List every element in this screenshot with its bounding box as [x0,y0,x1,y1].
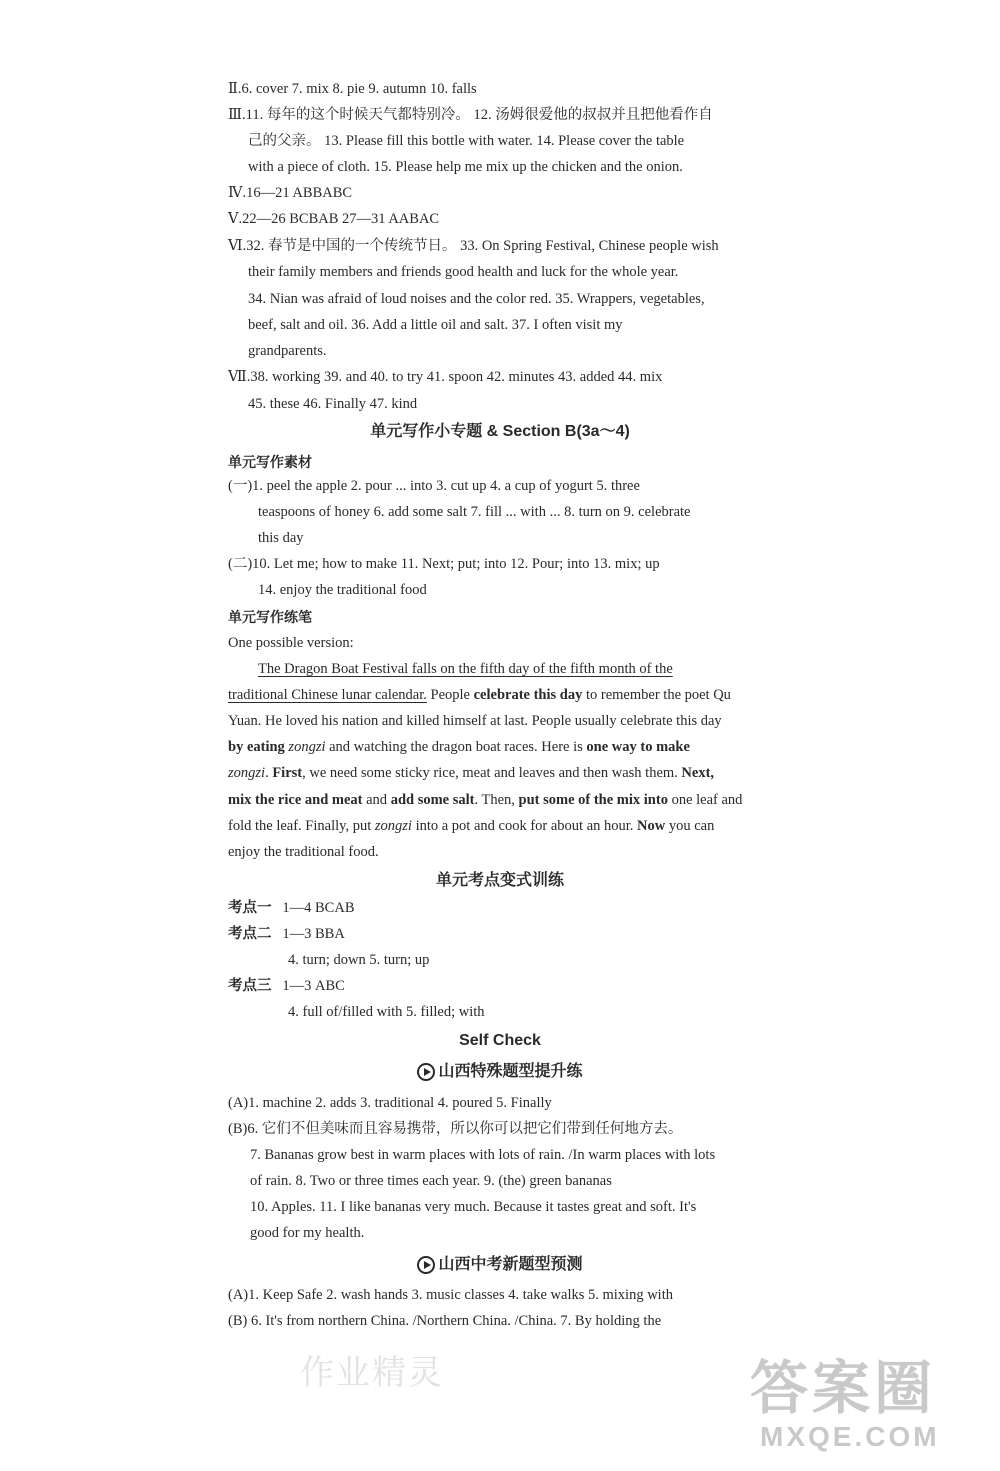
answer-line: (A)1. machine 2. adds 3. traditional 4. poured 5. Finally [228,1095,552,1111]
answer-line: with a piece of cloth. 15. Please help me mix up the chicken and the onion. [248,159,683,175]
test-point-label: 考点二 [228,926,272,942]
bold-phrase: put some of the mix into [518,792,668,808]
answer-line: (A)1. Keep Safe 2. wash hands 3. music classes 4. take walks 5. mixing with [228,1287,673,1303]
essay-text: into a pot and cook for about an hour. [411,818,638,834]
answer-line: of rain. 8. Two or three times each year. 9. (the) green bananas [250,1173,612,1189]
essay-line [228,737,690,757]
essay-line: Yuan. He loved his nation and killed himself at last. People usually celebrate this day [228,713,722,729]
underlined-text: The Dragon Boat Festival falls on the fifth day of the fifth month of the [258,661,673,677]
essay-text: and watching the dragon boat races. Here is [325,739,587,755]
banner-title: 山西中考新题型预测 [438,1256,583,1273]
bold-phrase: celebrate this day [473,687,583,703]
bold-phrase: First [272,765,303,781]
answer-line: (一)1. peel the apple 2. pour ... into 3. cut up 4. a cup of yogurt 5. three [228,478,640,494]
section-heading: Self Check [459,1032,541,1049]
answer-line: this day [258,530,304,546]
answer-line: Ⅵ.32. 春节是中国的一个传统节日。 33. On Spring Festival, Chinese people wish [228,238,719,254]
subsection-title: 单元写作练笔 [228,609,312,625]
essay-text: to remember the poet Qu [582,687,731,703]
section-banner [0,1061,1000,1083]
answer-line: Ⅲ.11. 每年的这个时候天气都特别冷。 12. 汤姆很爱他的叔叔并且把他看作自 [228,107,713,123]
essay-text: People [426,687,474,703]
bold-phrase: mix the rice and meat [228,792,363,808]
answer-line: 己的父亲。 13. Please fill this bottle with water. 14. Please cover the table [248,133,685,149]
essay-line [228,790,742,810]
answer-line: One possible version: [228,635,354,651]
essay-text: one leaf and [667,792,743,808]
play-circle-icon [417,1063,435,1081]
bold-phrase: by eating [228,739,289,755]
answer-line: 4. turn; down 5. turn; up [288,952,430,968]
answer-line: 7. Bananas grow best in warm places with lots of rain. /In warm places with lots [250,1147,716,1163]
site-watermark [740,1331,970,1461]
answer-text: 1—3 BBA [282,926,345,942]
answer-line: 10. Apples. 11. I like bananas very much. Because it tastes great and soft. It's [250,1199,697,1215]
answer-line: 34. Nian was afraid of loud noises and the color red. 35. Wrappers, vegetables, [248,291,705,307]
answer-line: (B)6. 它们不但美味而且容易携带，所以你可以把它们带到任何地方去。 [228,1121,683,1137]
test-point-label: 考点三 [228,978,272,994]
subsection-title: 单元写作素材 [228,454,312,470]
essay-text: and [362,792,391,808]
essay-line: enjoy the traditional food. [228,844,379,860]
play-circle-icon [417,1256,435,1274]
answer-line: 14. enjoy the traditional food [258,582,427,598]
banner-title: 山西特殊题型提升练 [438,1063,583,1080]
essay-line [258,659,673,679]
answer-line: teaspoons of honey 6. add some salt 7. fill ... with ... 8. turn on 9. celebrate [258,504,691,520]
answer-line: Ⅳ.16—21 ABBABC [228,185,353,201]
answer-line: Ⅱ.6. cover 7. mix 8. pie 9. autumn 10. falls [228,81,477,97]
answer-line: Ⅶ.38. working 39. and 40. to try 41. spoon 42. minutes 43. added 44. mix [228,369,663,385]
answer-text: 1—3 ABC [282,978,345,994]
bold-phrase: Next, [681,765,715,781]
watermark-logo: 答案圈 [750,1356,937,1421]
answer-line: 45. these 46. Finally 47. kind [248,396,418,412]
answer-line [228,924,345,944]
bold-phrase: one way to make [586,739,690,755]
answer-line: (二)10. Let me; how to make 11. Next; put; into 12. Pour; into 13. mix; up [228,556,660,572]
answer-line: (B) 6. It's from northern China. /Northern China. /China. 7. By holding the [228,1313,662,1329]
italic-word: zongzi [374,818,412,834]
answer-line [228,976,345,996]
essay-line [228,685,731,705]
essay-text: , we need some sticky rice, meat and leaves and then wash them. [302,765,682,781]
essay-line [228,763,714,783]
essay-text: you can [665,818,715,834]
answer-line: beef, salt and oil. 36. Add a little oil and salt. 37. I often visit my [248,317,623,333]
bold-phrase: add some salt [390,792,475,808]
answer-line: good for my health. [250,1225,365,1241]
essay-line [228,816,714,836]
section-heading: 单元写作小专题 & Section B(3a～4) [370,423,630,440]
answer-line: grandparents. [248,343,327,359]
section-heading: 单元考点变式训练 [435,872,564,889]
test-point-label: 考点一 [228,900,272,916]
answer-line: Ⅴ.22—26 BCBAB 27—31 AABAC [228,211,440,227]
essay-text: . [265,765,273,781]
essay-text: fold the leaf. Finally, put [228,818,375,834]
bold-phrase: Now [637,818,666,834]
watermark-url: MXQE.COM [760,1421,940,1452]
essay-text: . Then, [474,792,519,808]
section-banner [0,1254,1000,1276]
italic-word: zongzi [288,739,326,755]
underlined-text: traditional Chinese lunar calendar. [228,687,427,703]
faint-stamp: 作业精灵 [300,1353,444,1393]
italic-word: zongzi [228,765,266,781]
answer-line [228,898,355,918]
answer-line: their family members and friends good health and luck for the whole year. [248,264,679,280]
answer-line: 4. full of/filled with 5. filled; with [288,1004,485,1020]
answer-text: 1—4 BCAB [282,900,355,916]
